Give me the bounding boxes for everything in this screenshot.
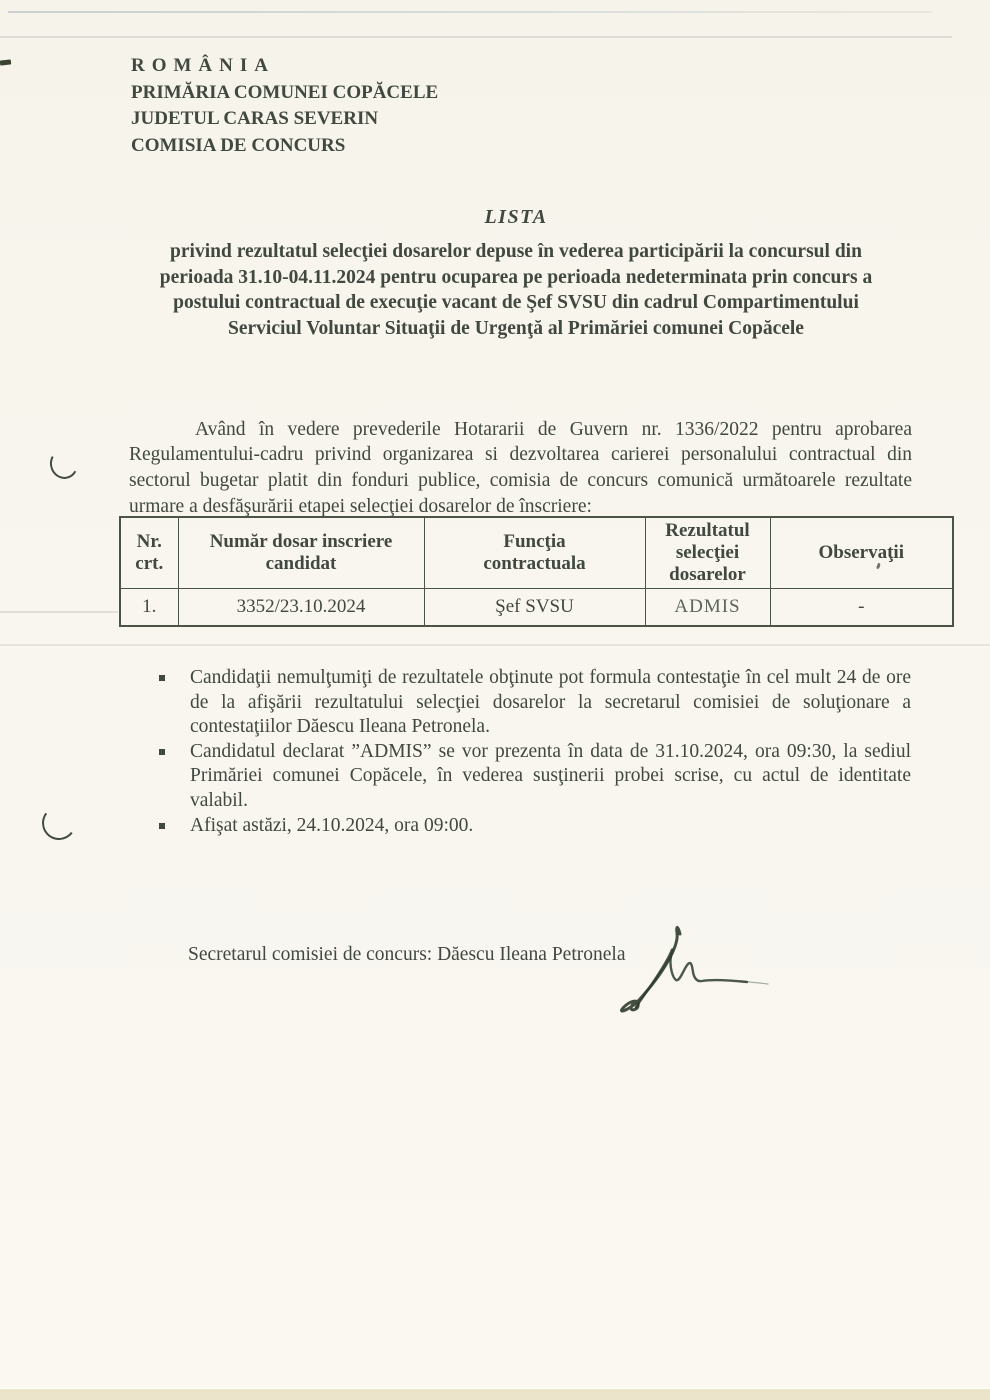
results-table xyxy=(119,516,954,627)
square-bullet-icon xyxy=(159,823,165,829)
list-item-text: Candidaţii nemulţumiţi de rezultatele obţinute pot formula contestaţie în cel mult 24 de ore de la afişării rezultatului selecţiei dosarelor la secretarul comisiei de soluţionare a contestaţiilor Dăescu Ileana Petronela. xyxy=(190,667,911,738)
letterhead-institution: PRIMĂRIA COMUNEI COPĂCELE xyxy=(131,81,439,103)
header-rezultat-label: Rezultatul selecţiei dosarelor xyxy=(665,520,750,585)
header-observatii-label: Observaţii xyxy=(818,542,904,564)
scan-artifact-line-top xyxy=(8,11,932,13)
header-numar-dosar xyxy=(178,517,424,589)
header-numar-dosar-label: Număr dosar inscriere candidat xyxy=(209,531,393,574)
table-header-row xyxy=(120,517,953,589)
letterhead-county: JUDETUL CARAS SEVERIN xyxy=(131,108,379,129)
list-item xyxy=(157,666,911,740)
cell-observatii: - xyxy=(770,589,953,626)
cell-numar-dosar: 3352/23.10.2024 xyxy=(178,589,424,626)
handwritten-signature xyxy=(600,912,775,1017)
header-observatii xyxy=(770,517,953,589)
header-functia-label: Funcţia contractuala xyxy=(483,531,586,574)
signature-label: Secretarul comisiei de concurs: Dăescu Ileana Petronela xyxy=(188,944,626,965)
page-title: LISTA xyxy=(484,206,548,228)
scan-fold-line-left xyxy=(0,611,118,613)
notes-list xyxy=(157,666,911,838)
cell-functia: Şef SVSU xyxy=(424,589,645,626)
scan-fold-line xyxy=(0,644,990,646)
punch-hole-mark-bottom xyxy=(40,804,78,842)
title-block xyxy=(120,206,912,341)
scan-artifact-line-top-2 xyxy=(0,36,952,38)
cell-rezultat: ADMIS xyxy=(645,589,770,626)
cell-nr-crt: 1. xyxy=(120,589,178,626)
intro-paragraph: Având în vedere prevederile Hotararii de Guvern nr. 1336/2022 pentru aprobarea Regulamentului-cadru privind organizarea si dezvoltarea carierei personalului contractual din sectorul bugetar platit din fonduri publice, comisia de concurs comunică următoarele rezultate urmare a desfăşurării etapei selecţiei dosarelor de înscriere: xyxy=(129,418,912,517)
subtitle-line: postului contractual de execuţie vacant de Şef SVSU din cadrul Compartimentului xyxy=(173,292,859,314)
scan-edge-mark xyxy=(0,59,11,65)
subtitle-line: perioada 31.10-04.11.2024 pentru ocuparea pe perioada nedeterminata prin concurs a xyxy=(159,266,873,288)
table-row xyxy=(120,589,953,626)
header-rezultat xyxy=(645,517,770,589)
header-functia xyxy=(424,517,645,589)
scan-bottom-edge xyxy=(0,1387,990,1400)
square-bullet-icon xyxy=(159,749,165,755)
subtitle-line: privind rezultatul selecţiei dosarelor depuse în vederea participării la concursul din xyxy=(170,241,862,262)
list-item-text: Afişat astăzi, 24.10.2024, ora 09:00. xyxy=(190,814,474,836)
letterhead-commission: COMISIA DE CONCURS xyxy=(131,134,346,156)
list-item xyxy=(157,814,911,839)
header-nr-crt-label: Nr. crt. xyxy=(135,531,164,574)
punch-hole-mark-top xyxy=(47,446,82,482)
square-bullet-icon xyxy=(159,675,165,681)
list-item-text: Candidatul declarat ”ADMIS” se vor prezenta în data de 31.10.2024, ora 09:30, la sediul Primăriei comunei Copăcele, în vederea susţinerii probei scrise, cu actul de identitate valabil. xyxy=(190,740,911,811)
list-item xyxy=(157,740,911,814)
subtitle-line: Serviciul Voluntar Situaţii de Urgenţă al Primăriei comunei Copăcele xyxy=(228,317,804,339)
letterhead-country: ROMÂNIA xyxy=(131,55,275,76)
letterhead xyxy=(131,53,438,159)
header-nr-crt xyxy=(120,517,178,589)
